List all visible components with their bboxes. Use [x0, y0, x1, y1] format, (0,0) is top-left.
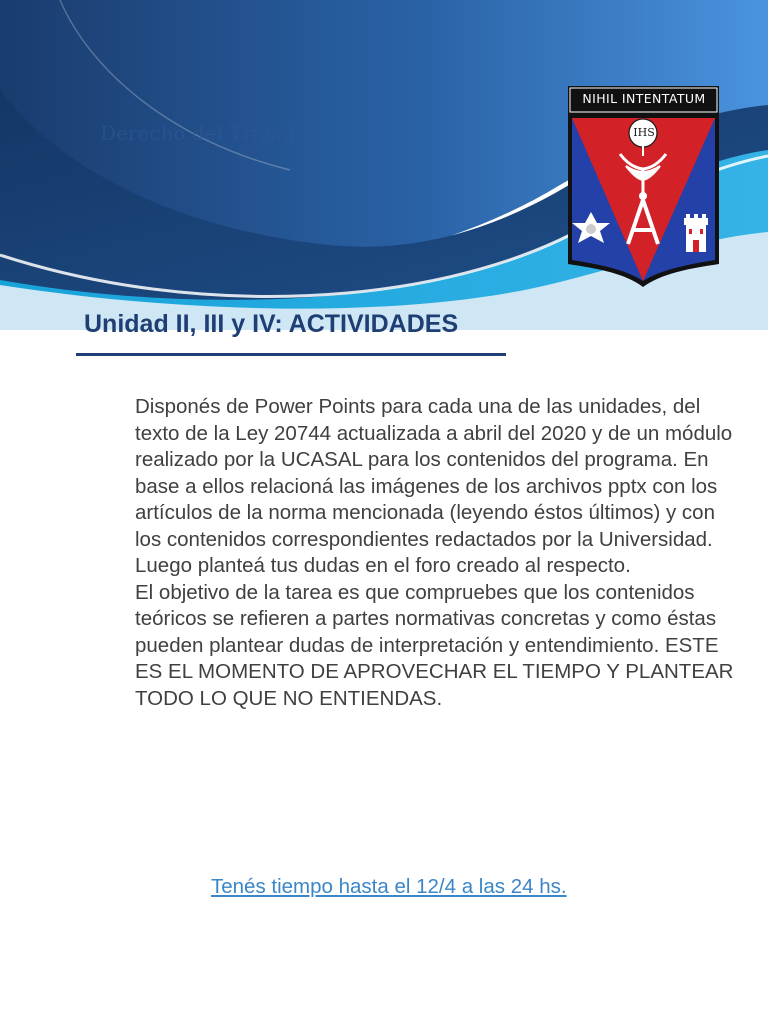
instructions-paragraph-1: Disponés de Power Points para cada una de las unidades, del texto de la Ley 20744 actualizada a abril del 2020 y de un módulo realizado por la UCASAL para los contenidos del programa. En base a ellos relacioná las imágenes de los archivos pptx con los artículos de la norma mencionada (leyendo éstos últimos) y con los contenidos correspondientes redactados por la Universidad.: [135, 395, 733, 551]
title-underline-divider: [76, 353, 506, 356]
crest-motto: NIHIL INTENTATUM: [582, 91, 706, 106]
crest-monogram: IHS: [633, 126, 655, 139]
instructions-paragraph-2: Luego planteá tus dudas en el foro creado al respecto.: [135, 554, 631, 577]
deadline-link[interactable]: Tenés tiempo hasta el 12/4 a las 24 hs.: [211, 875, 567, 898]
university-crest-logo: [566, 84, 721, 289]
course-subtitle-faded: Derecho del Trabajo: [100, 121, 307, 145]
section-title: Unidad II, III y IV: ACTIVIDADES: [84, 310, 459, 338]
activity-instructions: [135, 394, 735, 712]
instructions-paragraph-3: El objetivo de la tarea es que compruebes que los contenidos teóricos se refieren a partes normativas concretas y como éstas pueden plantear dudas de interpretación y entendimiento. ESTE ES EL MOMENTO DE APROVECHAR EL TIEMPO Y PLANTEAR TODO LO QUE NO ENTIENDAS.: [135, 580, 734, 710]
